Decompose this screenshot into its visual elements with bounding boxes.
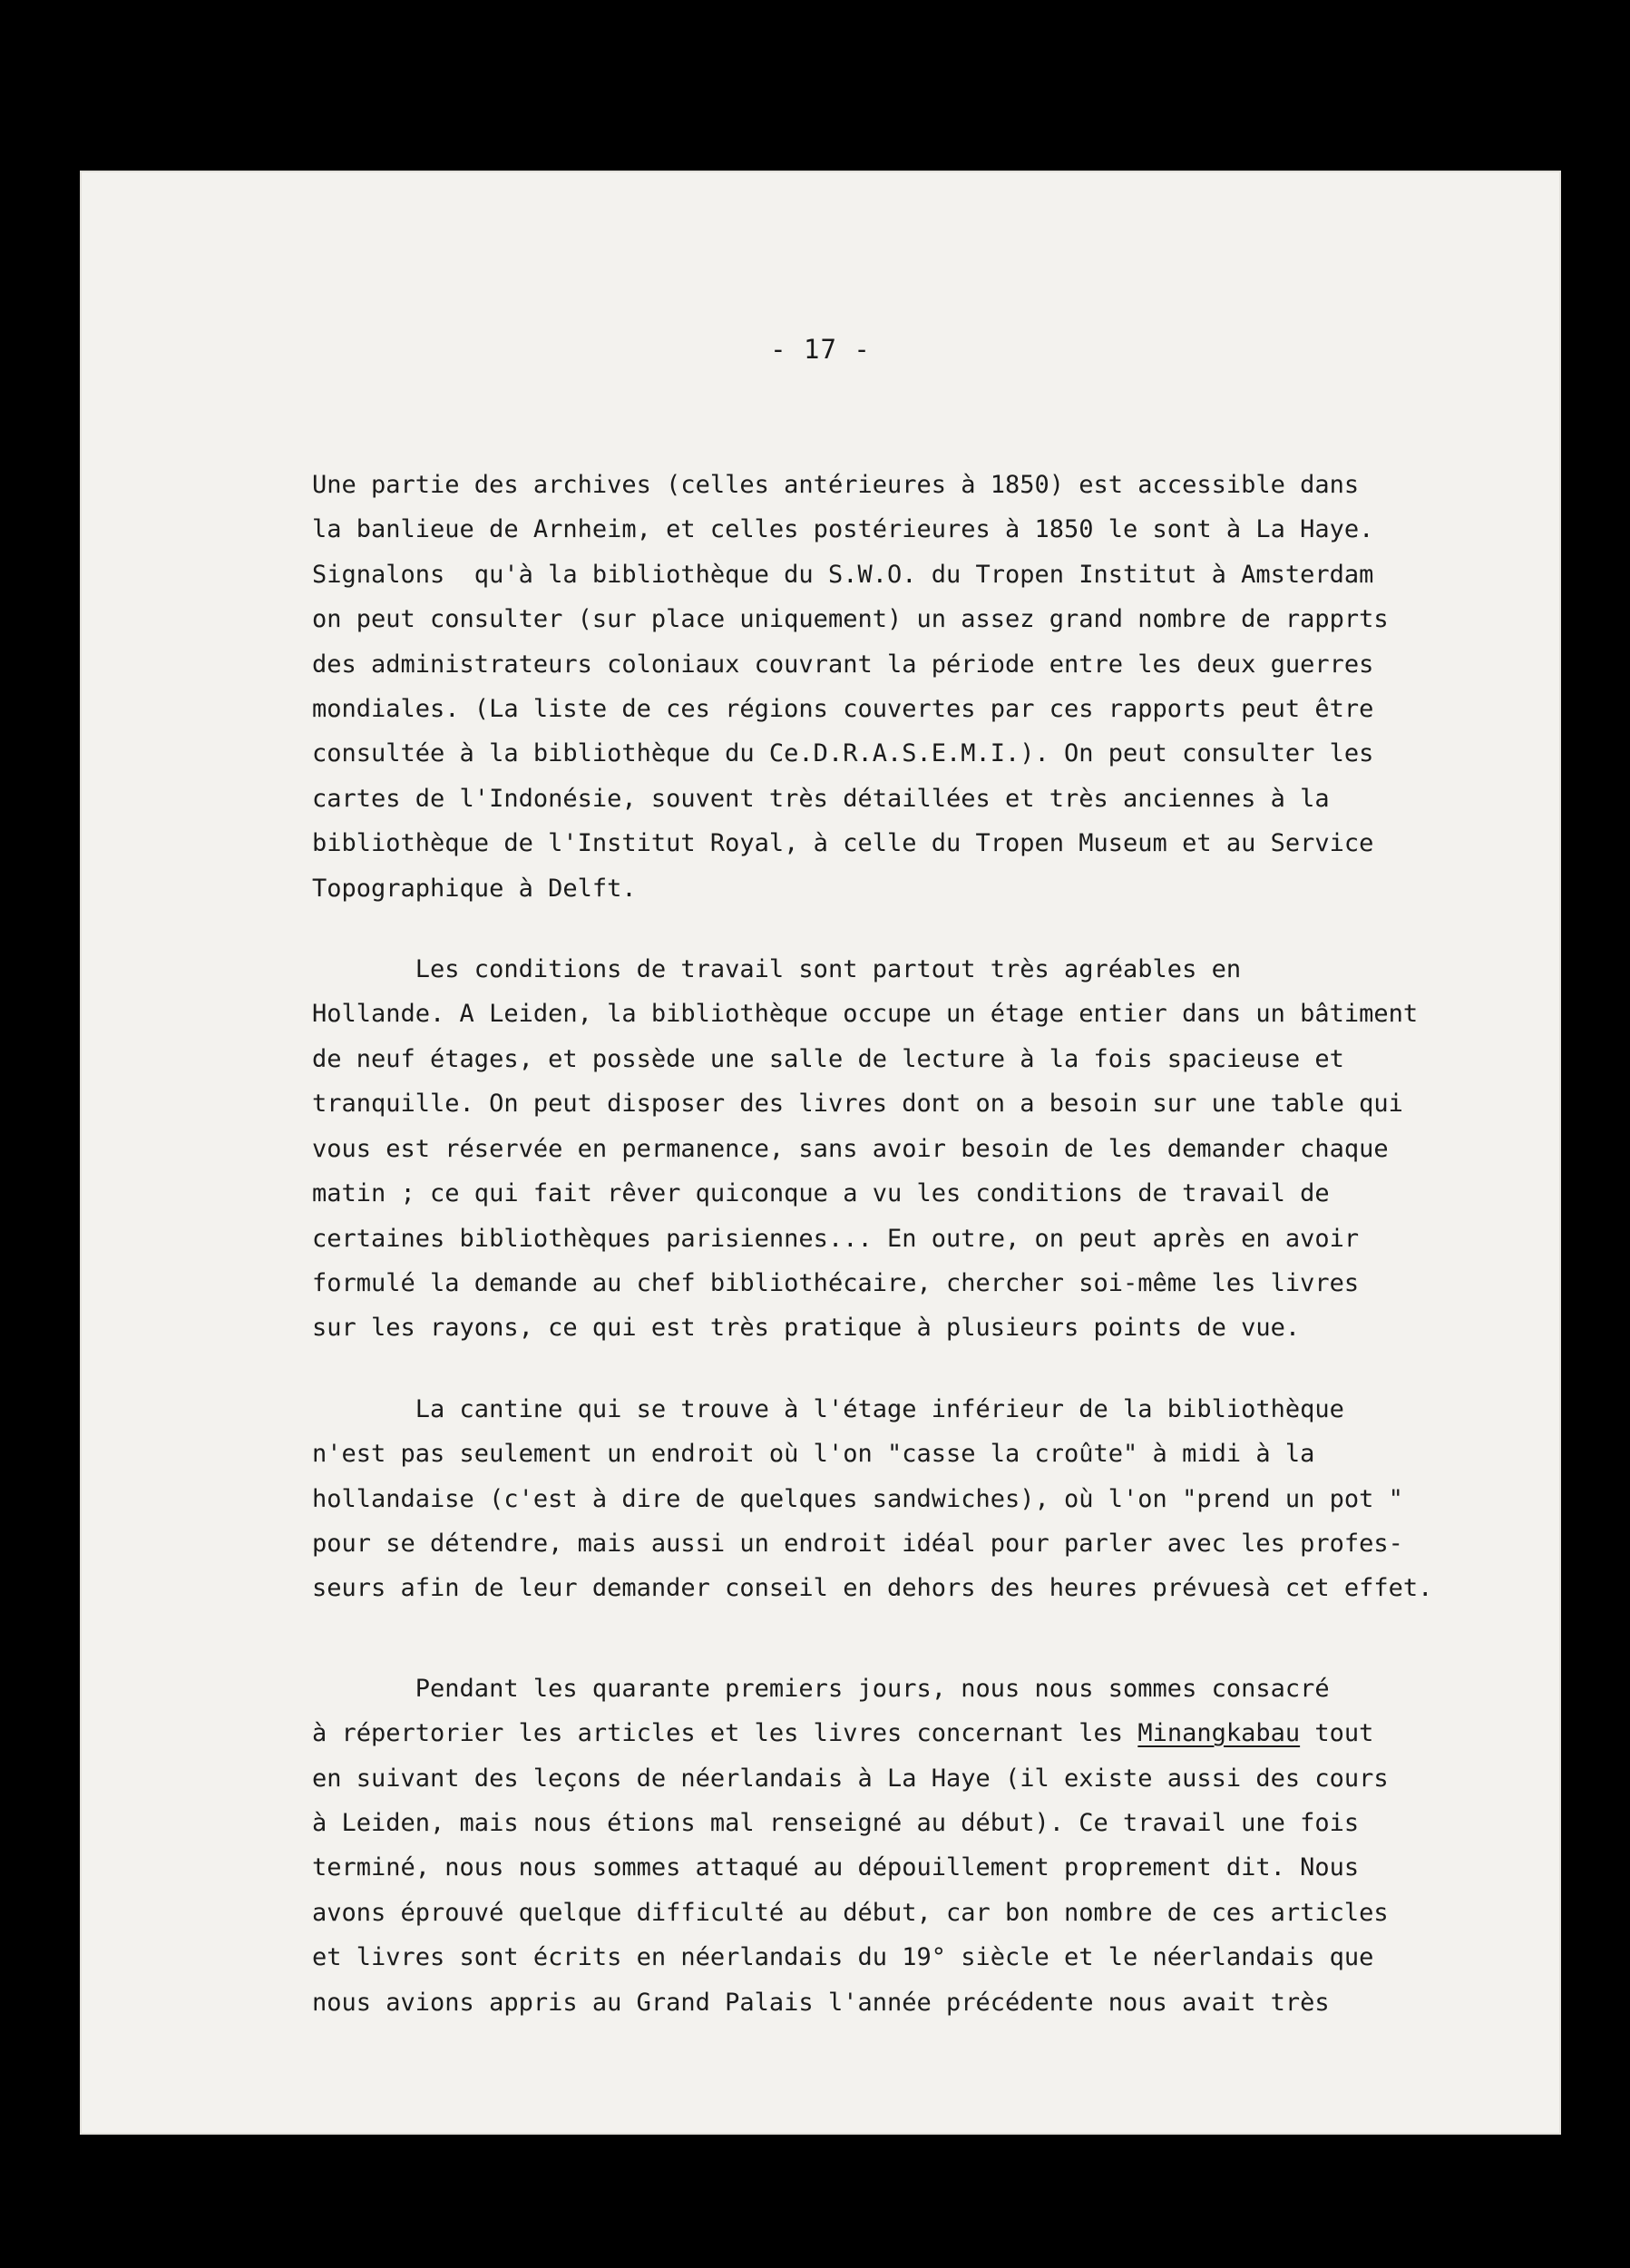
text-line: en suivant des leçons de néerlandais à La Haye (il existe aussi des cours xyxy=(312,1764,1389,1793)
text-line: et livres sont écrits en néerlandais du 19° siècle et le néerlandais que xyxy=(312,1943,1374,1972)
text-line: tranquille. On peut disposer des livres dont on a besoin sur une table qui xyxy=(312,1090,1403,1119)
text-line: vous est réservée en permanence, sans avoir besoin de les demander chaque xyxy=(312,1134,1389,1163)
underlined-term: Minangkabau xyxy=(1137,1719,1301,1748)
text-line: Une partie des archives (celles antérieures à 1850) est accessible dans xyxy=(312,471,1360,499)
text-line: Les conditions de travail sont partout très agréables en xyxy=(312,955,1242,984)
text-line: on peut consulter (sur place uniquement) un assez grand nombre de rapprts xyxy=(312,605,1389,634)
text-line: bibliothèque de l'Institut Royal, à celle du Tropen Museum et au Service xyxy=(312,829,1374,858)
text-line: avons éprouvé quelque difficulté au début, car bon nombre de ces articles xyxy=(312,1898,1389,1927)
text-line xyxy=(312,1711,1528,1755)
text-line: à Leiden, mais nous étions mal renseigné au début). Ce travail une fois xyxy=(312,1808,1360,1837)
text-line: terminé, nous nous sommes attaqué au dépouillement proprement dit. Nous xyxy=(312,1853,1360,1882)
text-line: des administrateurs coloniaux couvrant la période entre les deux guerres xyxy=(312,650,1374,679)
text-line: sur les rayons, ce qui est très pratique à plusieurs points de vue. xyxy=(312,1314,1301,1343)
text-line: matin ; ce qui fait rêver quiconque a vu les conditions de travail de xyxy=(312,1179,1330,1208)
text-line: seurs afin de leur demander conseil en dehors des heures prévuesà cet effet. xyxy=(312,1574,1433,1603)
body-text xyxy=(312,463,1528,2025)
document-page xyxy=(80,171,1561,2135)
paragraph-working-conditions xyxy=(312,947,1528,1351)
text-line: formulé la demande au chef bibliothécaire, chercher soi-même les livres xyxy=(312,1268,1360,1297)
text-line: pour se détendre, mais aussi un endroit idéal pour parler avec les profes- xyxy=(312,1529,1403,1558)
text-line: hollandaise (c'est à dire de quelques sandwiches), où l'on "prend un pot " xyxy=(312,1484,1403,1513)
text-line: Pendant les quarante premiers jours, nous nous sommes consacré xyxy=(312,1674,1330,1703)
text-line: consultée à la bibliothèque du Ce.D.R.A.S.E.M.I.). On peut consulter les xyxy=(312,739,1374,768)
text-line: mondiales. (La liste de ces régions couvertes par ces rapports peut être xyxy=(312,695,1374,724)
text-line: n'est pas seulement un endroit où l'on "casse la croûte" à midi à la xyxy=(312,1440,1315,1469)
text-line: Hollande. A Leiden, la bibliothèque occupe un étage entier dans un bâtiment xyxy=(312,1000,1419,1029)
paragraph-cantine xyxy=(312,1387,1528,1611)
text-line: de neuf étages, et possède une salle de lecture à la fois spacieuse et xyxy=(312,1044,1344,1073)
text-segment: tout xyxy=(1300,1719,1374,1748)
page-number: - 17 - xyxy=(770,334,871,365)
text-line: cartes de l'Indonésie, souvent très détaillées et très anciennes à la xyxy=(312,784,1330,813)
text-line: la banlieue de Arnheim, et celles postérieures à 1850 le sont à La Haye. xyxy=(312,515,1374,544)
text-line: Signalons qu'à la bibliothèque du S.W.O. du Tropen Institut à Amsterdam xyxy=(312,560,1374,589)
text-line: La cantine qui se trouve à l'étage inférieur de la bibliothèque xyxy=(312,1394,1344,1423)
paragraph-first-days xyxy=(312,1667,1528,2025)
paragraph-archives xyxy=(312,463,1528,911)
text-line: certaines bibliothèques parisiennes... En outre, on peut après en avoir xyxy=(312,1224,1360,1253)
text-segment: à répertorier les articles et les livres concernant les xyxy=(312,1719,1138,1748)
text-line: nous avions appris au Grand Palais l'année précédente nous avait très xyxy=(312,1988,1330,2017)
text-line: Topographique à Delft. xyxy=(312,874,637,903)
